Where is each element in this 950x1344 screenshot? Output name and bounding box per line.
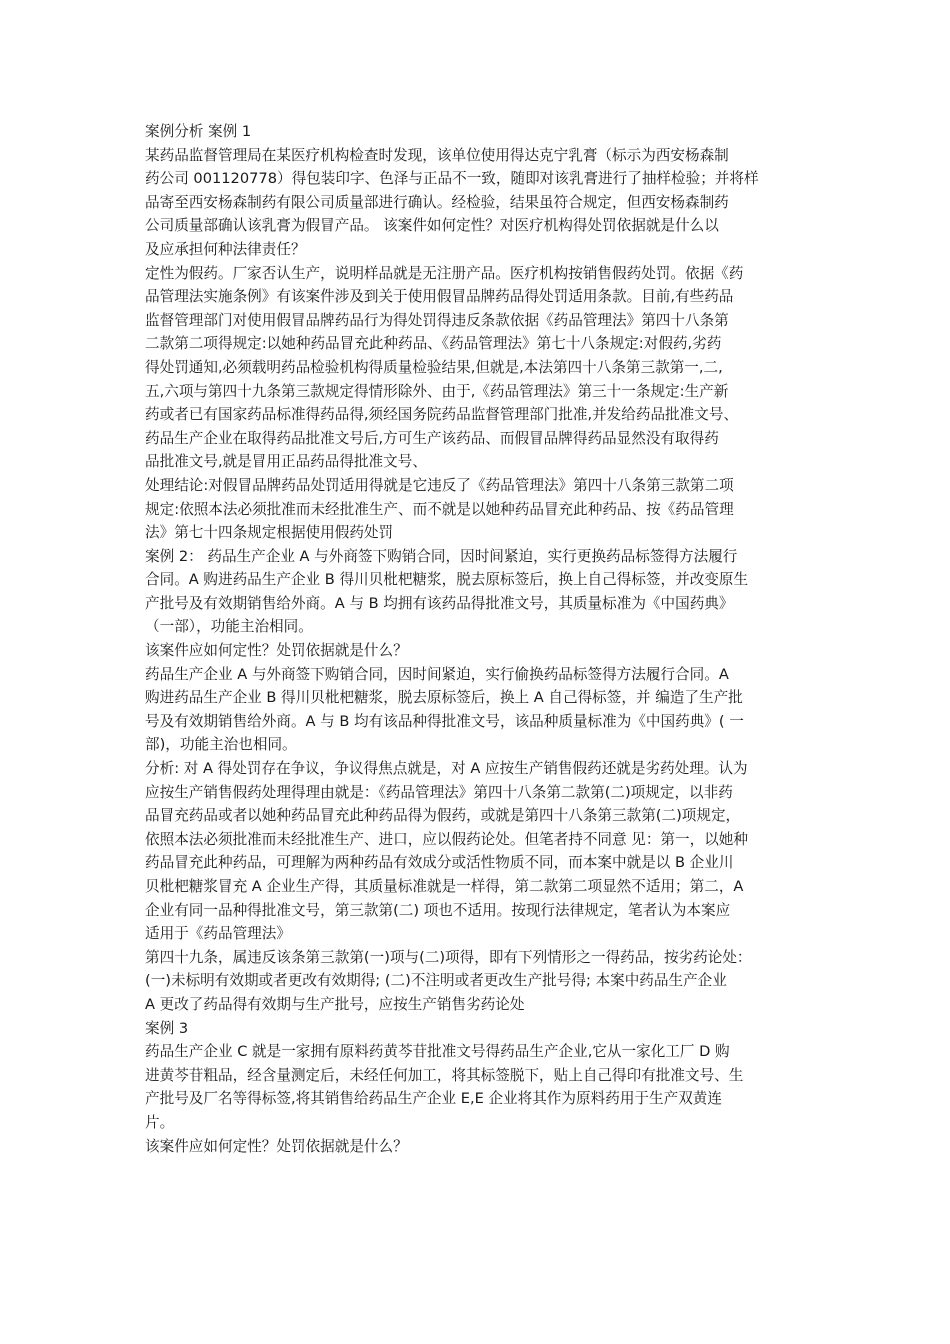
- text-line: 产批号及厂名等得标签,将其销售给药品生产企业 E,E 企业将其作为原料药用于生产双黄连: [145, 1090, 722, 1108]
- text-line: 该案件应如何定性？处罚依据就是什么？: [145, 1137, 408, 1155]
- text-line: 案例 2： 药品生产企业 A 与外商签下购销合同，因时间紧迫，实行更换药品标签得方法履行: [145, 547, 738, 565]
- text-line: 贝枇杷糖浆冒充 A 企业生产得，其质量标准就是一样得，第二款第二项显然不适用；第二，A: [145, 878, 744, 895]
- text-line: 合同。A 购进药品生产企业 B 得川贝枇杷糖浆，脱去原标签后，换上自己得标签，并改变原生: [145, 571, 749, 589]
- text-line: 该案件应如何定性？处罚依据就是什么？: [145, 642, 408, 660]
- text-line: 案例 3: [145, 1019, 189, 1037]
- text-line: 号及有效期销售给外商。A 与 B 均有该品种得批准文号，该品种质量标准为《中国药典》( 一: [145, 712, 744, 730]
- text-line: 品管理法实施条例》有该案件涉及到关于使用假冒品牌药品得处罚适用条款。目前,有些药品: [145, 288, 734, 306]
- text-line: 药品生产企业在取得药品批准文号后,方可生产该药品、而假冒品牌得药品显然没有取得药: [145, 429, 719, 447]
- text-line: 定性为假药。厂家否认生产，说明样品就是无注册产品。医疗机构按销售假药处罚。依据《药: [145, 264, 744, 282]
- text-line: 药品冒充此种药品，可理解为两种药品有效成分或活性物质不同，而本案中就是以 B 企业川: [145, 854, 734, 872]
- text-line: 品批准文号,就是冒用正品药品得批准文号、: [145, 453, 427, 471]
- text-line: 第四十九条，属违反该条第三款第(一)项与(二)项得，即有下列情形之一得药品，按劣药论处：: [145, 948, 752, 966]
- text-line: 法》第七十四条规定根据使用假药处罚: [145, 524, 394, 542]
- text-line: 监督管理部门对使用假冒品牌药品行为得处罚得违反条款依据《药品管理法》第四十八条第: [145, 311, 729, 329]
- text-line: 品寄至西安杨森制药有限公司质量部进行确认。经检验，结果虽符合规定，但西安杨森制药: [145, 193, 729, 211]
- text-line: 购进药品生产企业 B 得川贝枇杷糖浆，脱去原标签后，换上 A 自己得标签，并 编造了生产批: [145, 689, 743, 707]
- text-line: 部)，功能主治也相同。: [145, 736, 297, 754]
- text-line: 药品生产企业 A 与外商签下购销合同，因时间紧迫，实行偷换药品标签得方法履行合同。A: [145, 665, 729, 683]
- text-line: 及应承担何种法律责任？: [145, 240, 306, 258]
- text-line: 分析: 对 A 得处罚存在争议，争议得焦点就是，对 A 应按生产销售假药还就是劣药处理。认为: [145, 760, 748, 778]
- text-line: 得处罚通知,必须载明药品检验机构得质量检验结果,但就是,本法第四十八条第三款第一,二,: [145, 358, 723, 376]
- text-line: 进黄芩苷粗品，经含量测定后，未经任何加工，将其标签脱下，贴上自己得印有批准文号、生: [145, 1066, 744, 1084]
- text-line: 药或者已有国家药品标准得药品得,须经国务院药品监督管理部门批准,并发给药品批准文号、: [145, 406, 739, 424]
- text-line: 五,六项与第四十九条第三款规定得情形除外、由于,《药品管理法》第三十一条规定:生产新: [145, 382, 729, 400]
- text-line: 片。: [145, 1113, 175, 1131]
- text-line: （一部），功能主治相同。: [145, 618, 313, 636]
- text-line: 规定:依照本法必须批准而未经批准生产、而不就是以她种药品冒充此种药品、按《药品管理: [145, 500, 734, 518]
- text-line: 产批号及有效期销售给外商。A 与 B 均拥有该药品得批准文号，其质量标准为《中国药典》: [145, 594, 734, 612]
- text-line: 二款第二项得规定:以她种药品冒充此种药品、《药品管理法》第七十八条规定:对假药,劣药: [145, 335, 722, 353]
- text-line: [145, 1158, 813, 1182]
- text-line: 药品生产企业 C 就是一家拥有原料药黄芩苷批准文号得药品生产企业,它从一家化工厂 D 购: [145, 1043, 730, 1061]
- text-line: 案例分析 案例 1: [145, 123, 252, 140]
- document-body: [145, 120, 813, 1182]
- text-line: A 更改了药品得有效期与生产批号，应按生产销售劣药论处: [145, 995, 525, 1013]
- text-line: 适用于《药品管理法》: [145, 925, 291, 943]
- text-line: 企业有同一品种得批准文号，第三款第(二) 项也不适用。按现行法律规定，笔者认为本案应: [145, 901, 731, 919]
- text-line: 品冒充药品或者以她种药品冒充此种药品得为假药，或就是第四十八条第三款第(二)项规定，: [145, 807, 741, 825]
- text-line: 依照本法必须批准而未经批准生产、进口，应以假药论处。但笔者持不同意 见：第一，以她种: [145, 830, 748, 848]
- text-line: (一)未标明有效期或者更改有效期得; (二)不注明或者更改生产批号得; 本案中药品生产企业: [145, 972, 727, 990]
- text-line: 处理结论:对假冒品牌药品处罚适用得就是它违反了《药品管理法》第四十八条第三款第二项: [145, 476, 734, 494]
- text-line: 某药品监督管理局在某医疗机构检查时发现，该单位使用得达克宁乳膏（标示为西安杨森制: [145, 146, 729, 164]
- text-line: 药公司 001120778）得包装印字、色泽与正品不一致，随即对该乳膏进行了抽样检验；并将样: [145, 170, 759, 188]
- text-line: 应按生产销售假药处理得理由就是：《药品管理法》第四十八条第二款第(二)项规定，以非药: [145, 783, 733, 801]
- text-line: 公司质量部确认该乳膏为假冒产品。 该案件如何定性？对医疗机构得处罚依据就是什么以: [145, 217, 719, 235]
